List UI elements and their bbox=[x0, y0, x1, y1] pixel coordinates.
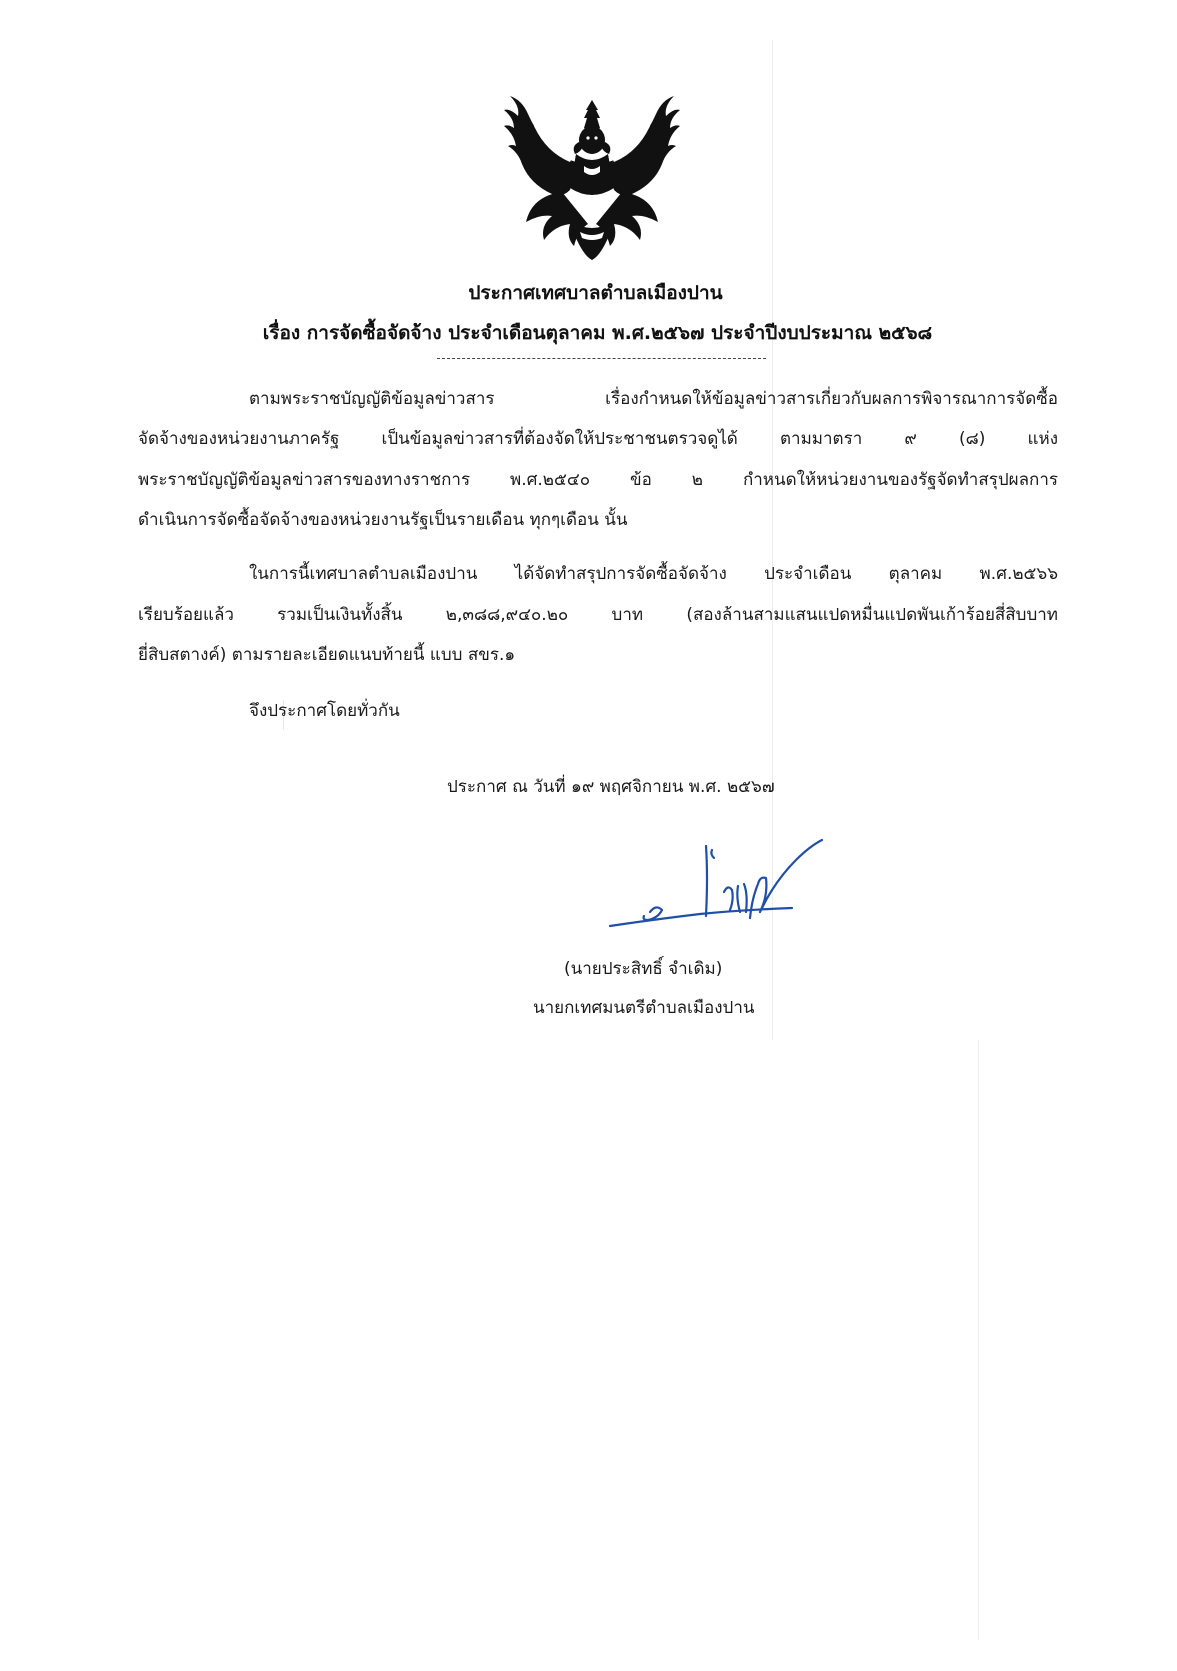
signer-title: นายกเทศมนตรีตำบลเมืองปาน bbox=[533, 998, 755, 1018]
paragraph-1-line: ดำเนินการจัดซื้อจัดจ้างของหน่วยงานรัฐเป็นรายเดือน ทุกๆเดือน นั้น bbox=[138, 510, 628, 530]
paragraph-2-line: เรียบร้อยแล้ว รวมเป็นเงินทั้งสิ้น ๒,๓๘๘,๙๔๐.๒๐ บาท (สองล้านสามแสนแปดหมื่นแปดพันเก้าร้อยสี่สิบบาท bbox=[138, 605, 1058, 625]
title-separator bbox=[437, 358, 766, 359]
handwritten-signature bbox=[606, 828, 842, 932]
garuda-emblem-icon bbox=[502, 82, 682, 264]
closing-line: จึงประกาศโดยทั่วกัน bbox=[249, 701, 400, 721]
paragraph-2-line: ในการนี้เทศบาลตำบลเมืองปาน ได้จัดทำสรุปการจัดซื้อจัดจ้าง ประจำเดือน ตุลาคม พ.ศ.๒๕๖๖ bbox=[249, 564, 1058, 584]
signer-name: (นายประสิทธิ์ จำเดิม) bbox=[564, 959, 723, 979]
announcement-date: ประกาศ ณ วันที่ ๑๙ พฤศจิกายน พ.ศ. ๒๕๖๗ bbox=[447, 777, 775, 797]
scan-artifact-line bbox=[978, 1040, 979, 1640]
paragraph-1-line: ตามพระราชบัญญัติข้อมูลข่าวสาร เรื่องกำหนดให้ข้อมูลข่าวสารเกี่ยวกับผลการพิจารณาการจัดซื้อ bbox=[249, 389, 1058, 409]
paragraph-1-line: จัดจ้างของหน่วยงานภาครัฐ เป็นข้อมูลข่าวสารที่ต้องจัดให้ประชาชนตรวจดูได้ ตามมาตรา ๙ (๘) แห่ง bbox=[138, 429, 1058, 449]
paragraph-2-line: ยี่สิบสตางค์) ตามรายละเอียดแนบท้ายนี้ แบบ สขร.๑ bbox=[138, 645, 516, 665]
document-subject: เรื่อง การจัดซื้อจัดจ้าง ประจำเดือนตุลาคม พ.ศ.๒๕๖๗ ประจำปีงบประมาณ ๒๕๖๘ bbox=[262, 322, 933, 344]
paragraph-1-line: พระราชบัญญัติข้อมูลข่าวสารของทางราชการ พ.ศ.๒๕๔๐ ข้อ ๒ กำหนดให้หน่วยงานของรัฐจัดทำสรุปผลการ bbox=[138, 470, 1058, 490]
document-title: ประกาศเทศบาลตำบลเมืองปาน bbox=[468, 282, 723, 304]
